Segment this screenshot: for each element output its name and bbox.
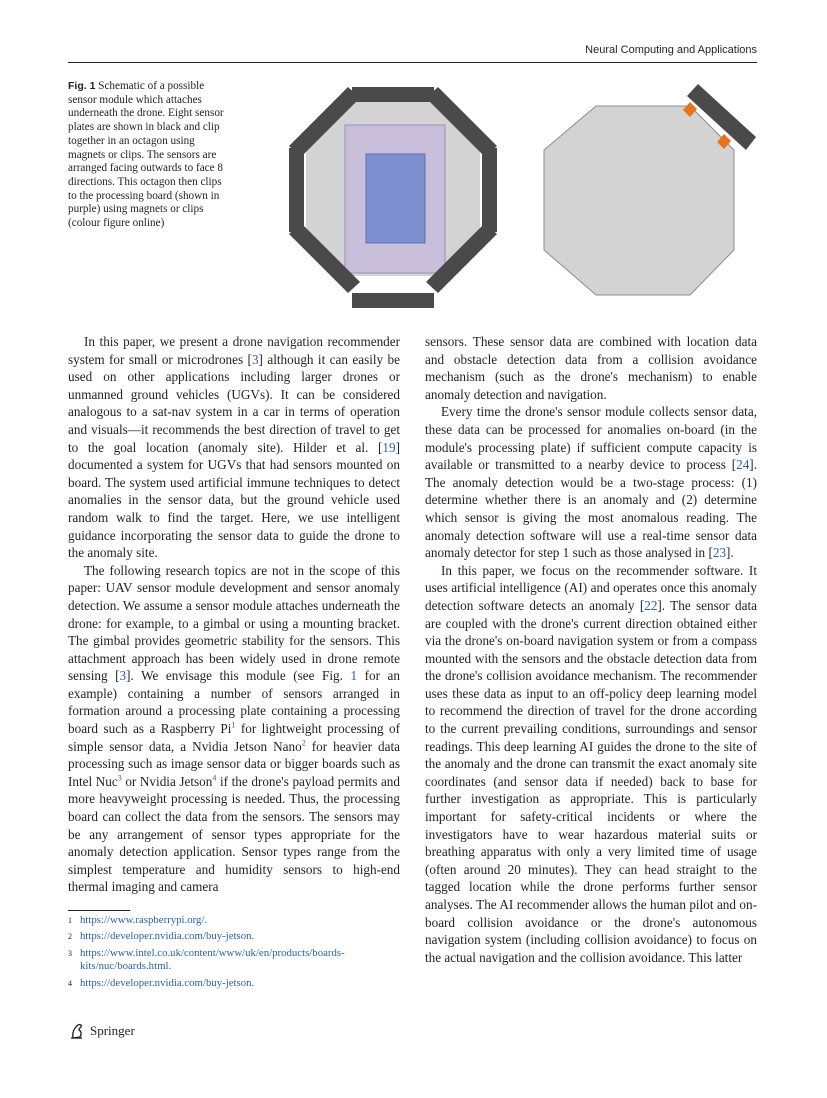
sensor-module-figure bbox=[280, 80, 760, 312]
citation-link[interactable]: 22 bbox=[644, 597, 658, 613]
sensor-plate-bottom bbox=[352, 293, 434, 308]
journal-name: Neural Computing and Applications bbox=[585, 44, 757, 56]
publisher-footer bbox=[68, 1022, 135, 1040]
publisher-name: Springer bbox=[90, 1023, 135, 1038]
footnotes bbox=[68, 914, 400, 993]
footnote: 1 https://www.raspberrypi.org/. bbox=[68, 914, 208, 926]
right-paragraph-1: Every time the drone's sensor module collects sensor data, these data can be processed for anomalies on-board (in the module's processing plate) if sufficient compute capacity is available or transmitted to a nearby device to process [24]. The anomaly detection would be a two-stage process: (1) determine whether there is an anomaly and (2) determine which sensor is giving the most anomalous reading. The anomaly detection software will use a real-time sensor data anomaly detector for step 1 such as those analysed in [23]. bbox=[425, 404, 757, 561]
right-paragraph-2: In this paper, we focus on the recommender software. It uses artificial intelligence (AI) and operates once this anomaly detection software detects an anomaly [22]. The sensor data are coupled with the drone's current direction obtained either via the drone's on-board navigation system or from a compass mounted with the sensors and the obstacle detection data from the drone's collision avoidance mechanism. The recommender uses these data as input to an off-policy deep learning model to recommend the direction of travel for the drone according to the current prevailing conditions, surroundings and sensor readings. This deep learning AI guides the drone to the site of the anomaly and the drone can transmit the exact anomaly site coordinates (and sensor data if needed) back to base for further investigation as appropriate. This is particularly important for safety-critical incidents or where the investigators have to wear hazardous material suits or breathing apparatus with only a very limited time of usage (often around 20 minutes). They can head straight to the tagged location while the drone performs further sensor analyses. The AI recommender allows the human pilot and on-board collision avoidance or the drone's autonomous navigation system (including collision avoidance) to focus on the actual navigation and the collision avoidance. This latter bbox=[425, 562, 757, 965]
clip-detail-assembly bbox=[544, 84, 756, 295]
footnote-marker[interactable]: 3 bbox=[117, 773, 122, 783]
sensor-plate-left bbox=[289, 148, 304, 232]
footnote-link[interactable]: https://www.raspberrypi.org/. bbox=[80, 914, 208, 926]
processing-board-detail bbox=[544, 106, 734, 295]
figure-link[interactable]: 1 bbox=[350, 668, 358, 684]
left-paragraph-1: In this paper, we present a drone navigation recommender system for small or microdrones [3] although it can easily be used on other applications including larger drones or unmanned ground vehicles (UGVs). It can be considered analogous to a sat-nav system in a car in terms of operation and visuals—it recommends the best direction of travel to get to the goal location (anomaly site). Hilder et al. [19] documented a system for UGVs that had sensors mounted on board. The system used artificial immune techniques to detect anomalies in the sensor data, but the ground vehicle used random walk to find the target. Here, we use intelligent guidance incorporating the sensor data to guide the drone to the anomaly site. bbox=[68, 334, 400, 561]
footnote-link[interactable]: https://developer.nvidia.com/buy-jetson. bbox=[80, 930, 255, 943]
left-column bbox=[68, 333, 400, 896]
citation-link[interactable]: 3 bbox=[251, 351, 259, 367]
sensor-octagon-assembly bbox=[289, 87, 497, 308]
figure-label: Fig. 1 bbox=[68, 80, 96, 92]
running-header bbox=[68, 44, 757, 63]
sensor-plate-top bbox=[352, 87, 434, 102]
figure-caption-text: Schematic of a possible sensor module which attaches underneath the drone. Eight sensor plates are shown in black and clip together in an octagon using magnets or clips. The sensors are arranged facing outwards to face 8 directions. This octagon then clips to the processing board (shown in purple) using magnets or clips (colour figure online) bbox=[68, 80, 224, 230]
footnote: 4 https://developer.nvidia.com/buy-jetson. bbox=[68, 976, 255, 989]
citation-link[interactable]: 3 bbox=[119, 668, 127, 684]
processing-chip bbox=[366, 154, 425, 243]
citation-link[interactable]: 19 bbox=[382, 439, 396, 455]
footnote-link[interactable]: https://www.intel.co.uk/content/www/uk/en/products/boards-kits/nuc/boards.html. bbox=[80, 946, 345, 973]
footnote: 3 https://www.intel.co.uk/content/www/uk/en/products/boards-kits/nuc/boards.html. bbox=[68, 947, 400, 974]
footnote-marker[interactable]: 2 bbox=[301, 738, 306, 748]
footnote-divider bbox=[68, 910, 130, 911]
footnote: 2 https://developer.nvidia.com/buy-jetson. bbox=[68, 930, 255, 943]
left-paragraph-2: The following research topics are not in the scope of this paper: UAV sensor module development and sensor anomaly detection. We assume a sensor module attaches underneath the drone: for example, to a gimbal or using a mounting bracket. The gimbal provides geometric stability for the sensors. This attachment approach has been widely used in drone remote sensing [3]. We envisage this module (see Fig. 1 for an example) containing a number of sensors arranged in formation around a processing plate containing a processing board such as a Raspberry Pi$^1$ for lightweight processing of simple sensor data, a Nvidia Jetson Nano$^2$ for heavier data processing such as image sensor data or bigger boards such as Intel Nuc$^3$ or Nvidia Jetson$^4$ if the drone's payload permits and more heavyweight processing is needed. Thus, the processing board can collect the data from the sensors. The sensors may be any arrangement of sensor types appropriate for the anomaly detection application. Sensor types range from the simplest temperature and humidity sensors to high-end thermal imaging and camera bbox=[68, 562, 400, 895]
right-paragraph-0: sensors. These sensor data are combined with location data and obstacle detection data from a collision avoidance mechanism (such as the drone's mechanism) to enable anomaly detection and navigation. bbox=[425, 334, 757, 402]
footnote-marker[interactable]: 4 bbox=[212, 773, 217, 783]
footnote-link[interactable]: https://developer.nvidia.com/buy-jetson. bbox=[80, 976, 255, 989]
citation-link[interactable]: 24 bbox=[736, 457, 750, 473]
footnote-marker[interactable]: 1 bbox=[231, 720, 236, 730]
springer-horse-icon bbox=[68, 1022, 86, 1040]
sensor-plate-right bbox=[482, 148, 497, 232]
figure-caption bbox=[68, 80, 228, 231]
citation-link[interactable]: 23 bbox=[712, 545, 727, 561]
right-column bbox=[425, 333, 757, 966]
